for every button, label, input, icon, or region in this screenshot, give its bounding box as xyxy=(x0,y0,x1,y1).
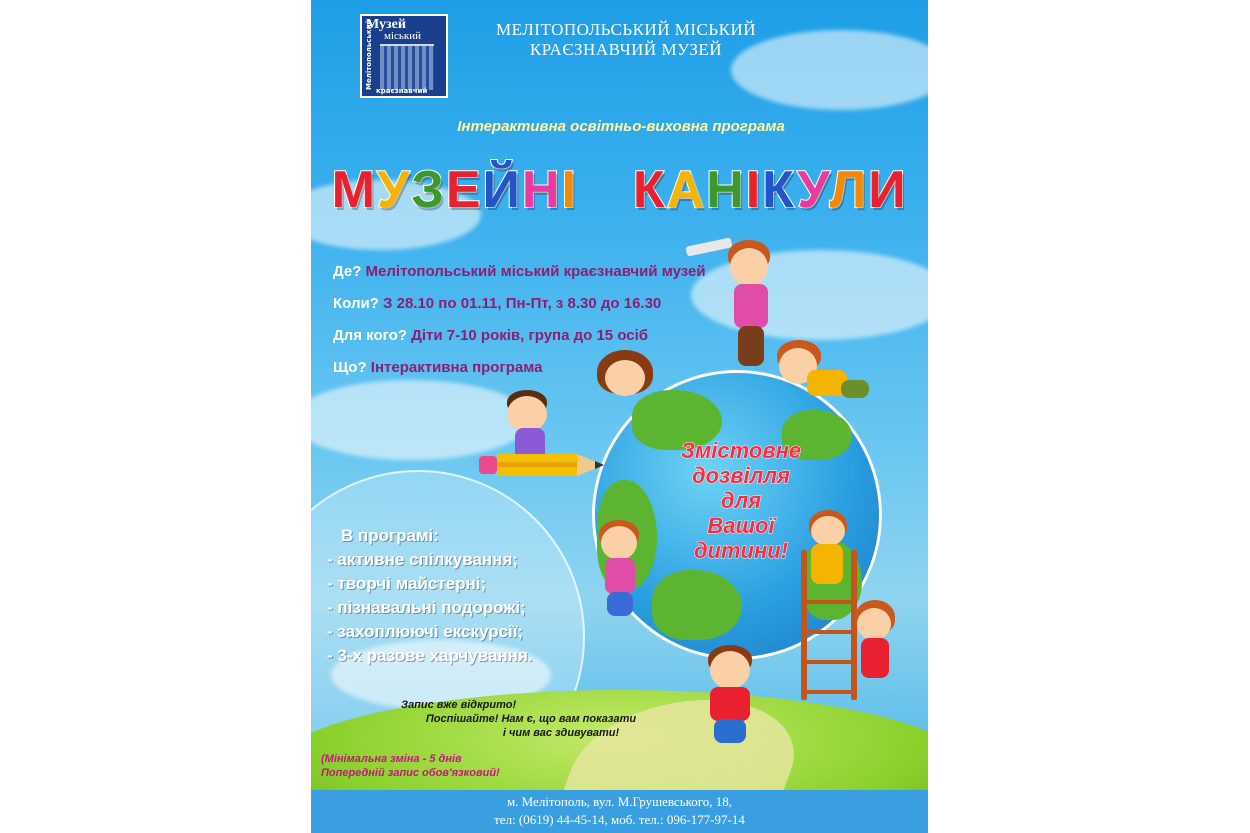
kid-lying-illustration xyxy=(771,340,871,420)
pencil-illustration xyxy=(479,450,609,480)
note-line: Запис вже відкрито! xyxy=(401,699,517,711)
museum-name xyxy=(461,20,791,60)
contact-footer xyxy=(311,790,928,833)
info-for-whom: Для кого? Діти 7-10 років, група до 15 осіб xyxy=(333,327,649,344)
title-word-1 xyxy=(332,161,578,219)
footer-address: м. Мелітополь, вул. М.Грушевського, 18, xyxy=(506,794,733,809)
title-letter: К xyxy=(762,161,798,219)
info-when: Коли? З 28.10 по 01.11, Пн-Пт, з 8.30 до 16.30 xyxy=(333,295,662,312)
program-item: - творчі майстерні; xyxy=(327,574,487,593)
logo-bottom-text: краєзнавчий xyxy=(376,87,428,95)
title-letter: У xyxy=(797,161,830,219)
title-letter: І xyxy=(745,161,763,219)
slogan-line: для xyxy=(720,488,762,513)
title-letter: Е xyxy=(445,161,483,219)
slogan-line: Вашої xyxy=(707,513,775,538)
program-subtitle: Інтерактивна освітньо-виховна програма xyxy=(457,118,785,135)
kid-climbing-illustration xyxy=(593,520,653,620)
title-letter: К xyxy=(632,161,667,219)
continent-shape xyxy=(652,570,742,640)
footer-phones: тел: (0619) 44-45-14, моб. тел.: 096-177-97-14 xyxy=(494,812,745,827)
program-list xyxy=(327,524,533,668)
museum-logo xyxy=(360,14,448,98)
title-letter: У xyxy=(376,161,412,219)
logo-second-text: міський xyxy=(384,30,422,42)
program-item: - захоплюючі екскурсії; xyxy=(327,622,524,641)
museum-name-line1: МЕЛІТОПОЛЬСЬКИЙ МІСЬКИЙ xyxy=(496,20,756,39)
note-line: Поспішайте! Нам є, що вам показати xyxy=(425,713,637,725)
minimum-shift-note xyxy=(321,752,500,780)
title-letter: Й xyxy=(482,161,522,219)
slogan-line: дитини! xyxy=(693,538,789,563)
girl-with-brush-illustration xyxy=(851,600,911,700)
registration-note xyxy=(381,698,681,740)
title-letter: Н xyxy=(521,161,562,219)
program-title: В програмі: xyxy=(341,526,439,545)
title-letter: З xyxy=(411,161,446,219)
note-line: Попередній запис обов'язковий! xyxy=(321,767,500,779)
logo-top-text: Музей xyxy=(366,17,406,32)
museum-building-icon xyxy=(380,44,434,90)
info-what: Що? Інтерактивна програма xyxy=(333,359,543,376)
slogan-line: Змістовне xyxy=(680,438,802,463)
program-item: - активне спілкування; xyxy=(327,550,519,569)
title-letter: А xyxy=(666,161,707,219)
info-where: Де? Мелітопольський міський краєзнавчий музей xyxy=(333,263,706,280)
note-line: і чим вас здивувати! xyxy=(502,727,620,739)
title-letter: М xyxy=(331,161,377,219)
slogan-line: дозвілля xyxy=(692,463,790,488)
poster-title xyxy=(331,160,908,220)
title-word-2 xyxy=(633,161,908,219)
title-letter: И xyxy=(868,161,908,219)
title-letter: Л xyxy=(829,161,869,219)
title-letter: Н xyxy=(706,161,746,219)
girl-on-globe-illustration xyxy=(597,350,657,410)
title-letter: І xyxy=(561,161,578,219)
event-poster xyxy=(311,0,928,833)
program-item: - 3-х разове харчування. xyxy=(327,646,533,665)
museum-name-line2: КРАЄЗНАВЧИЙ МУЗЕЙ xyxy=(529,40,723,59)
program-item: - пізнавальні подорожі; xyxy=(327,598,526,617)
running-kid-illustration xyxy=(696,645,776,745)
note-line: (Мінімальна зміна - 5 днів xyxy=(321,753,462,765)
logo-side-text: Мелітопольський xyxy=(365,19,373,90)
